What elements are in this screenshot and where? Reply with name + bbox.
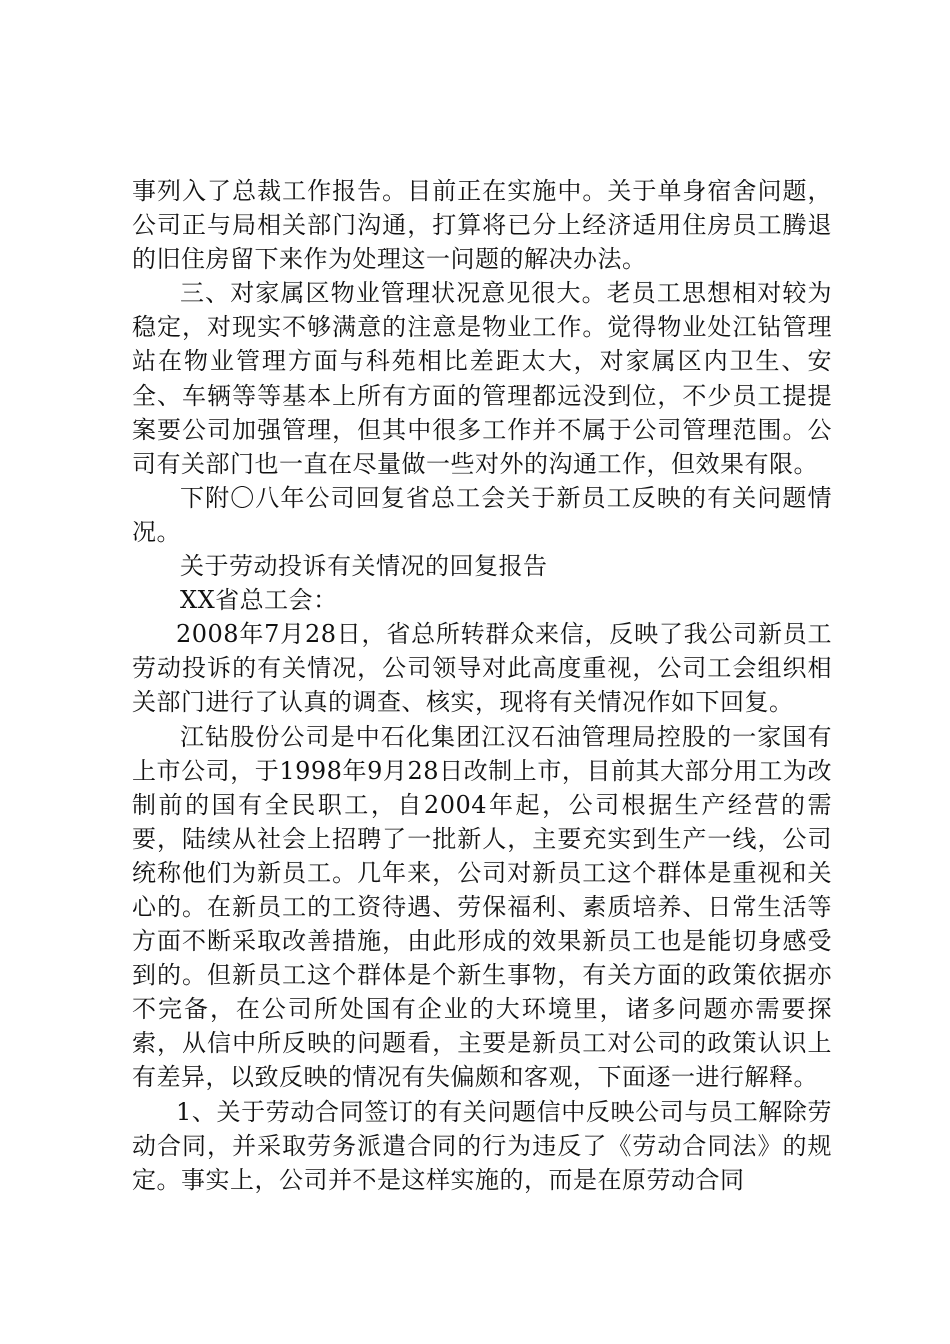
paragraph-labor-contract: 1、关于劳动合同签订的有关问题信中反映公司与员工解除劳动合同，并采取劳务派遣合同的行为违反了《劳动合同法》的规定。事实上，公司并不是这样实施的，而是在原劳动合同 bbox=[132, 1097, 832, 1194]
paragraph-company-background: 江钻股份公司是中石化集团江汉石油管理局控股的一家国有上市公司，于1998年9月28日改制上市，目前其大部分用工为改制前的国有全民职工，自2004年起，公司根据生产经营的需要，陆续从社会上招聘了一批新人，主要充实到生产一线，公司统称他们为新员工。几年来，公司对新员工这个群体是重视和关心的。在新员工的工资待遇、劳保福利、素质培养、日常生活等方面不断采取改善措施，由此形成的效果新员工也是能切身感受到的。但新员工这个群体是个新生事物，有关方面的政策依据亦不完备，在公司所处国有企业的大环境里，诸多问题亦需要探索，从信中所反映的问题看，主要是新员工对公司的政策认识上有差异，以致反映的情况有失偏颇和客观，下面逐一进行解释。 bbox=[132, 722, 832, 1092]
document-page bbox=[132, 174, 832, 1197]
paragraph-property-management: 三、对家属区物业管理状况意见很大。老员工思想相对较为稳定，对现实不够满意的注意是物业工作。觉得物业处江钻管理站在物业管理方面与科苑相比差距太大，对家属区内卫生、安全、车辆等等基本上所有方面的管理都远没到位，不少员工提提案要公司加强管理，但其中很多工作并不属于公司管理范围。公司有关部门也一直在尽量做一些对外的沟通工作，但效果有限。 bbox=[132, 279, 832, 478]
report-title: 关于劳动投诉有关情况的回复报告 bbox=[180, 552, 548, 581]
paragraph-letter-intro: 2008年7月28日，省总所转群众来信，反映了我公司新员工劳动投诉的有关情况，公司领导对此高度重视，公司工会组织相关部门进行了认真的调查、核实，现将有关情况作如下回复。 bbox=[132, 620, 832, 717]
report-addressee: XX省总工会： bbox=[180, 586, 338, 615]
paragraph-dormitory: 事列入了总裁工作报告。目前正在实施中。关于单身宿舍问题，公司正与局相关部门沟通，打算将已分上经济适用住房员工腾退的旧住房留下来作为处理这一问题的解决办法。 bbox=[132, 177, 832, 274]
paragraph-attachment-note: 下附〇八年公司回复省总工会关于新员工反映的有关问题情况。 bbox=[132, 483, 832, 546]
